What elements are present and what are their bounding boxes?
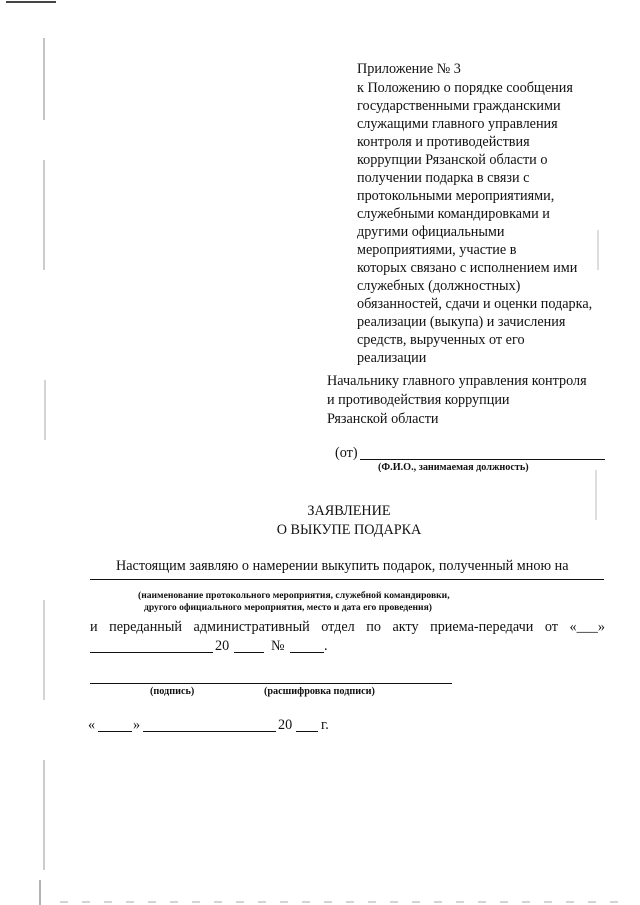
appendix-title: Приложение № 3 (357, 61, 461, 77)
act-number-sign: № (271, 638, 285, 654)
addressee-line: и противодействия коррупции (327, 392, 510, 408)
date-day-field[interactable] (98, 731, 132, 732)
transfer-word: и (90, 619, 98, 635)
act-month-field[interactable] (90, 652, 213, 653)
event-field-line[interactable] (90, 579, 604, 580)
date-month-field[interactable] (143, 731, 276, 732)
appendix-line: служебными командировками и (357, 206, 550, 222)
appendix-line: которых связано с исполнением ими (357, 260, 578, 276)
transfer-word: административный (193, 619, 310, 635)
act-number-period: . (324, 638, 328, 654)
event-caption-line1: (наименование протокольного мероприятия, служебной командировки, (138, 590, 450, 601)
date-close-quote: » (133, 717, 141, 733)
appendix-line: служащими главного управления (357, 116, 558, 132)
transfer-line (90, 618, 605, 636)
appendix-line: государственными гражданскими (357, 98, 561, 114)
appendix-line: служебных (должностных) (357, 278, 521, 294)
statement-subtitle: О ВЫКУПЕ ПОДАРКА (276, 522, 422, 538)
date-year-prefix: 20 (278, 717, 293, 733)
appendix-line: реализации (выкупа) и зачисления (357, 314, 566, 330)
appendix-line: получении подарка в связи с (357, 170, 530, 186)
transfer-word: акту (392, 619, 419, 635)
signature-decoding-caption: (расшифровка подписи) (264, 686, 375, 697)
from-label: (от) (335, 445, 358, 461)
appendix-line: протокольными мероприятиями, (357, 188, 555, 204)
appendix-line: другими официальными (357, 224, 505, 240)
appendix-line: контроля и противодействия (357, 134, 530, 150)
appendix-line: обязанностей, сдачи и оценки подарка, (357, 296, 593, 312)
signature-field-line[interactable] (90, 683, 452, 684)
appendix-text (357, 79, 592, 367)
appendix-line: мероприятиями, участие в (357, 242, 517, 258)
date-year-suffix: г. (321, 717, 329, 733)
addressee-block (327, 372, 587, 429)
event-caption-line2: другого официального мероприятия, место и дата его проведения) (144, 602, 432, 613)
date-open-quote: « (88, 717, 96, 733)
transfer-word: приема-передачи (430, 619, 534, 635)
transfer-day-field[interactable]: «___» (569, 619, 605, 635)
act-year-field[interactable] (234, 652, 264, 653)
appendix-line: к Положению о порядке сообщения (357, 80, 573, 96)
transfer-word: переданный (109, 619, 183, 635)
statement-title: ЗАЯВЛЕНИЕ (307, 503, 391, 519)
act-year-prefix: 20 (215, 638, 230, 654)
transfer-word: отдел (321, 619, 355, 635)
transfer-word: по (366, 619, 381, 635)
transfer-word: от (544, 619, 558, 635)
from-field-line[interactable] (360, 459, 605, 460)
date-year-field[interactable] (296, 731, 318, 732)
appendix-line: реализации (357, 350, 427, 366)
appendix-line: коррупции Рязанской области о (357, 152, 548, 168)
from-caption: (Ф.И.О., занимаемая должность) (378, 462, 529, 473)
appendix-line: средств, вырученных от его (357, 332, 525, 348)
act-number-field[interactable] (290, 652, 324, 653)
statement-intro: Настоящим заявляю о намерении выкупить подарок, полученный мною на (116, 558, 569, 574)
signature-caption: (подпись) (150, 686, 195, 697)
addressee-line: Рязанской области (327, 411, 439, 427)
addressee-line: Начальнику главного управления контроля (327, 373, 587, 389)
